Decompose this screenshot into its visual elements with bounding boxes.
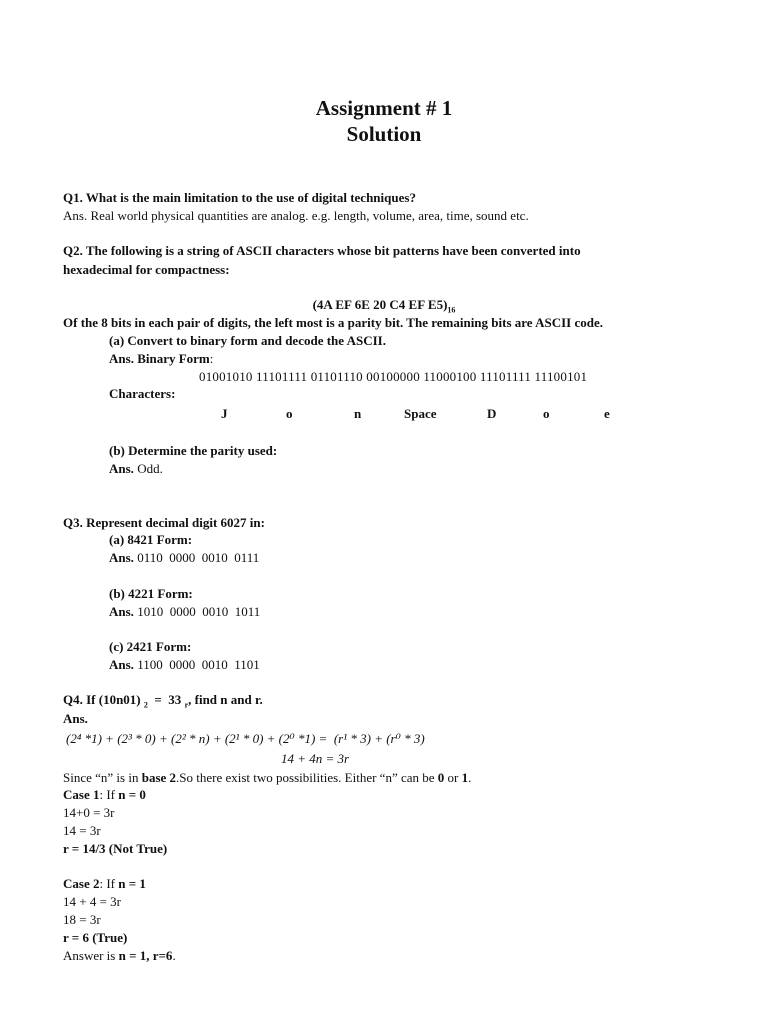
q3-part-label: (c) 2421 Form:	[109, 639, 192, 654]
ans-label: Ans.	[109, 550, 134, 565]
q2-part-b: (b) Determine the parity used:	[109, 443, 278, 458]
q3-part-answer	[109, 549, 259, 567]
q3-question: Q3. Represent decimal digit 6027 in:	[63, 515, 265, 530]
character-cell: Space	[404, 406, 437, 421]
since-bold-text: 1	[461, 770, 469, 785]
since-bold-text: 0	[437, 770, 445, 785]
q4-case2-result: r = 6 (True)	[63, 930, 128, 945]
q4-question	[63, 691, 263, 709]
q2-part-b-answer	[109, 460, 163, 478]
ans-label: Ans.	[109, 604, 134, 619]
hex-string-text: (4A EF 6E 20 C4 EF E5)	[312, 297, 448, 312]
character-cell: J	[221, 406, 228, 421]
q4-question-post: , find n and r.	[188, 692, 263, 707]
character-cell: o	[286, 406, 293, 421]
since-text: or	[444, 770, 462, 785]
case-if: : If	[99, 787, 119, 802]
answer-value: Odd.	[133, 461, 163, 476]
answer-text: Answer is	[63, 948, 119, 963]
since-text: Since “n” is in	[63, 770, 142, 785]
answer-value: 0110 0000 0010 0111	[133, 550, 260, 565]
case-if: : If	[99, 876, 119, 891]
q4-equation-expansion: (2⁴ *1) + (2³ * 0) + (2² * n) + (2¹ * 0) + (2⁰ *1) = (r¹ * 3) + (r⁰ * 3)	[66, 731, 425, 746]
q2-characters-label: Characters:	[109, 386, 176, 401]
page-subtitle: Solution	[346, 122, 422, 146]
character-cell: o	[543, 406, 550, 421]
q2-binary-form-row	[109, 350, 213, 368]
answer-value: 1100 0000 0010 1101	[133, 657, 260, 672]
case-condition: n = 1	[118, 876, 146, 891]
q3-part-answer	[109, 656, 260, 674]
character-cell: e	[604, 406, 610, 421]
q4-equation-simplified: 14 + 4n = 3r	[281, 751, 350, 766]
since-bold-text: base 2	[141, 770, 177, 785]
case-label: Case 2	[63, 876, 100, 891]
q1-answer: Ans. Real world physical quantities are analog. e.g. length, volume, area, time, sound etc.	[63, 208, 529, 223]
case-condition: n = 0	[118, 787, 146, 802]
answer-bold-text: n = 1, r=6	[118, 948, 173, 963]
q4-since-statement	[63, 769, 471, 787]
case-label: Case 1	[63, 787, 100, 802]
q2-question-line1: Q2. The following is a string of ASCII characters whose bit patterns have been converted into	[63, 243, 581, 258]
since-text: .	[468, 770, 472, 785]
q4-case2-step: 14 + 4 = 3r	[63, 894, 121, 909]
q4-case1-step: 14+0 = 3r	[63, 805, 115, 820]
q4-case2-step: 18 = 3r	[63, 912, 101, 927]
q1-question: Q1. What is the main limitation to the use of digital techniques?	[63, 190, 416, 205]
q3-part-answer	[109, 603, 260, 621]
ans-label: Ans.	[109, 657, 134, 672]
q2-part-a: (a) Convert to binary form and decode the ASCII.	[109, 333, 386, 348]
hex-base: 16	[447, 305, 456, 315]
q4-case1-step: 14 = 3r	[63, 823, 101, 838]
answer-value: 1010 0000 0010 1011	[133, 604, 261, 619]
q3-part-label: (a) 8421 Form:	[109, 532, 193, 547]
binary-form-label: . Binary Form	[130, 351, 210, 366]
ans-label: Ans	[109, 351, 131, 366]
q4-question-mid: = 33	[147, 692, 182, 707]
q4-case1-heading	[63, 786, 146, 804]
q4-ans-label: Ans.	[63, 711, 88, 726]
base-subscript: r	[184, 700, 189, 710]
q4-question-pre: Q4. If (10n01)	[63, 692, 141, 707]
q4-final-answer	[63, 947, 176, 965]
character-cell: n	[354, 406, 362, 421]
since-text: .So there exist two possibilities. Either “n” can be	[176, 770, 438, 785]
base-subscript: 2	[143, 700, 148, 710]
ans-label: Ans.	[109, 461, 134, 476]
character-cell: D	[487, 406, 497, 421]
q2-binary-value: 01001010 11101111 01101110 00100000 11000100 11101111 11100101	[199, 369, 588, 384]
answer-text: .	[172, 948, 176, 963]
q3-part-label: (b) 4221 Form:	[109, 586, 193, 601]
q2-note: Of the 8 bits in each pair of digits, the left most is a parity bit. The remaining bits are ASCII code.	[63, 315, 603, 330]
q2-question-line2: hexadecimal for compactness:	[63, 262, 230, 277]
q4-case1-result: r = 14/3 (Not True)	[63, 841, 168, 856]
q4-case2-heading	[63, 875, 146, 893]
page-title: Assignment # 1	[315, 96, 453, 120]
q2-hex-string	[0, 296, 768, 314]
binary-colon: :	[209, 351, 214, 366]
